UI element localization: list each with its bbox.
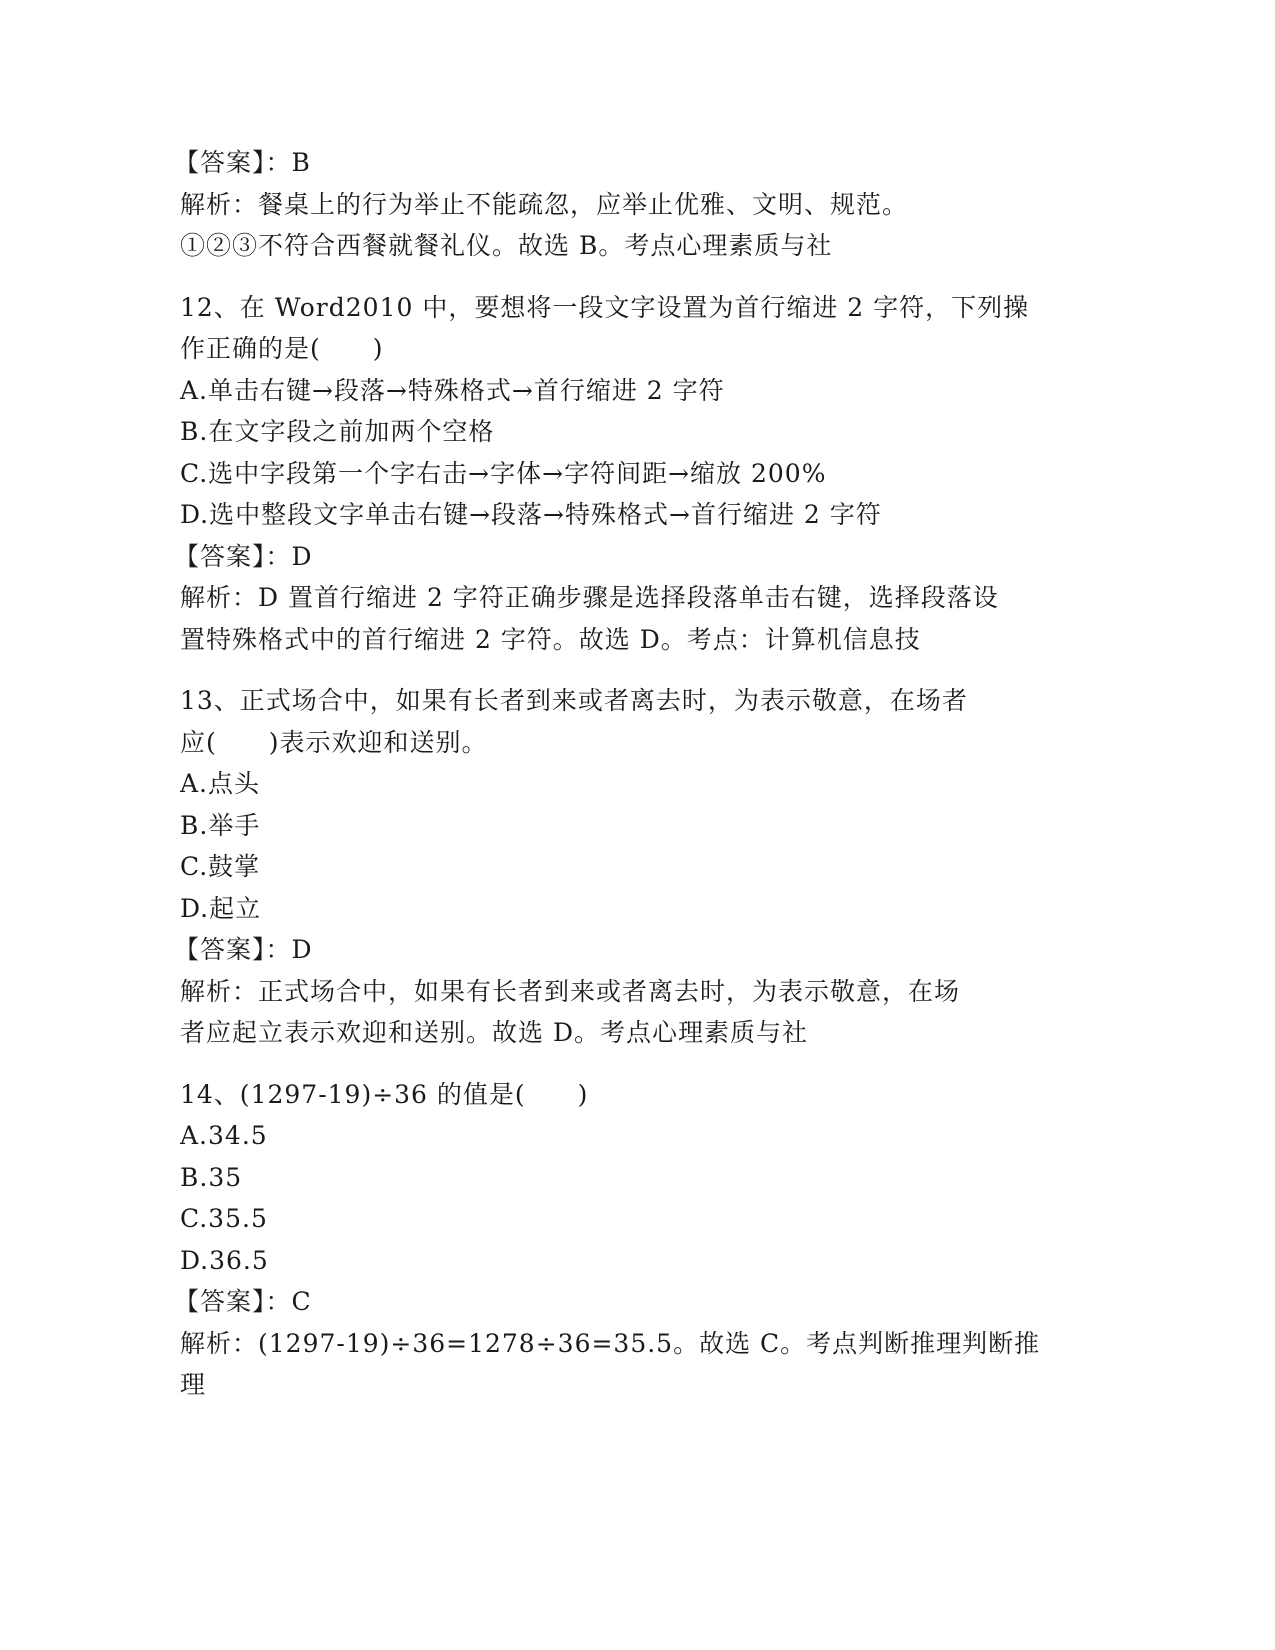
question-stem: 应( )表示欢迎和送别。 [180, 727, 488, 757]
analysis-line: 者应起立表示欢迎和送别。故选 D。考点心理素质与社 [180, 1018, 808, 1047]
option-b: B.35 [180, 1162, 243, 1192]
answer-label: 【答案】：D [174, 935, 313, 964]
answer-label: 【答案】：D [174, 541, 313, 571]
answer-label: 【答案】：C [174, 1287, 312, 1316]
option-d: D.起立 [180, 893, 262, 923]
answer-block-prev [174, 142, 1080, 267]
analysis-line: 解析：D 置首行缩进 2 字符正确步骤是选择段落单击右键，选择段落设 [180, 583, 999, 612]
analysis-line: 解析：正式场合中，如果有长者到来或者离去时，为表示敬意，在场 [180, 976, 961, 1006]
option-c: C.35.5 [180, 1204, 268, 1233]
analysis-line: 解析：(1297-19)÷36=1278÷36=35.5。故选 C。考点判断推理判断推 [180, 1328, 1041, 1358]
option-a: A.34.5 [180, 1121, 268, 1150]
question-stem: 12、在 Word2010 中，要想将一段文字设置为首行缩进 2 字符，下列操 [180, 292, 1030, 322]
question-stem: 13、正式场合中，如果有长者到来或者离去时，为表示敬意，在场者 [180, 686, 968, 715]
question-stem: 14、(1297-19)÷36 的值是( ) [180, 1079, 589, 1109]
question-14 [174, 1074, 1080, 1406]
analysis-line: 置特殊格式中的首行缩进 2 字符。故选 D。考点：计算机信息技 [180, 624, 921, 654]
option-b: B.举手 [180, 810, 261, 840]
question-13 [174, 680, 1080, 1054]
option-d: D.36.5 [180, 1245, 269, 1275]
option-b: B.在文字段之前加两个空格 [180, 417, 495, 446]
analysis-line: 理 [180, 1370, 207, 1399]
option-a: A.点头 [180, 769, 261, 798]
analysis-line: ①②③不符合西餐就餐礼仪。故选 B。考点心理素质与社 [180, 231, 833, 260]
document-page [174, 142, 1080, 1406]
option-c: C.选中字段第一个字右击→字体→字符间距→缩放 200% [180, 458, 827, 488]
question-12 [174, 287, 1080, 661]
question-stem: 作正确的是( ) [180, 334, 384, 363]
answer-label: 【答案】：B [174, 148, 311, 177]
analysis-line: 解析：餐桌上的行为举止不能疏忽，应举止优雅、文明、规范。 [180, 189, 909, 219]
option-d: D.选中整段文字单击右键→段落→特殊格式→首行缩进 2 字符 [180, 500, 882, 529]
option-c: C.鼓掌 [180, 852, 261, 881]
option-a: A.单击右键→段落→特殊格式→首行缩进 2 字符 [180, 375, 725, 405]
